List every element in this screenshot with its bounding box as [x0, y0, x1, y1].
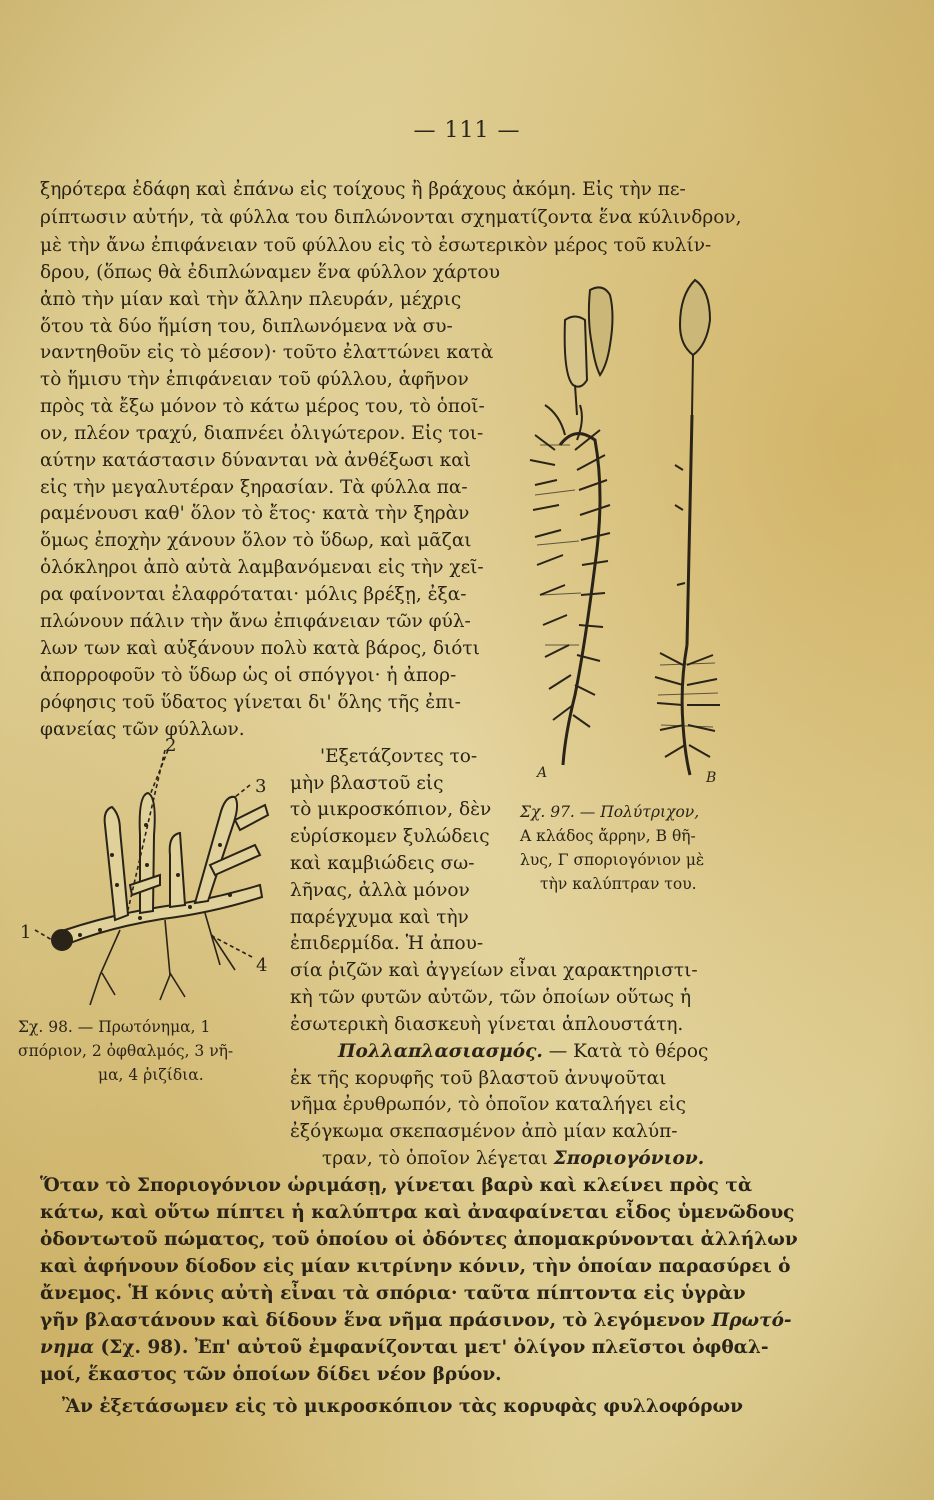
text-span: γῆν βλαστάνουν καὶ δίδουν ἕνα νῆμα πράσινον, τὸ λεγόμενον: [40, 1310, 706, 1331]
text-line: ἐξόγκωμα σκεπασμένον ἀπὸ μίαν καλύπ-: [290, 1121, 678, 1142]
caption-line: τὴν καλύπτραν του.: [540, 875, 697, 893]
text-line: εἰς τὴν μεγαλυτέραν ξηρασίαν. Τὰ φύλλα πα-: [40, 477, 468, 498]
figure-97-label-b: B: [706, 770, 717, 786]
text-line: ἀπορροφοῦν τὸ ὕδωρ ὡς οἱ σπόγγοι· ἡ ἀπορ-: [40, 665, 457, 686]
text-line: φανείας τῶν φύλλων.: [40, 719, 245, 740]
figure-98-label-1: 1: [20, 922, 32, 943]
figure-97-caption: [520, 800, 750, 896]
text-line: καὶ ἀφήνουν δίοδον εἰς μίαν κιτρίνην κόνιν, τὴν ὁποίαν παρασύρει ὁ: [40, 1256, 791, 1277]
figure-98-label-2: 2: [165, 735, 177, 756]
text-line: εὑρίσκομεν ξυλώδεις: [290, 826, 490, 847]
text-line: ρα φαίνονται ἐλαφρόταται· μόλις βρέξῃ, ἐξα-: [40, 584, 467, 605]
text-line: παρέγχυμα καὶ τὴν: [290, 907, 469, 928]
caption-line: Σχ. 97. — Πολύτριχον,: [520, 803, 700, 821]
text-line: ὅμως ἐποχὴν χάνουν ὅλον τὸ ὕδωρ, καὶ μᾶζαι: [40, 530, 472, 551]
text-line: αύτην κατάστασιν δύνανται νὰ ἀνθέξωσι καὶ: [40, 450, 471, 471]
text-span: (Σχ. 98). Ἐπ' αὐτοῦ ἐμφανίζονται μετ' ὀλίγον πλεῖστοι ὀφθαλ-: [100, 1337, 769, 1358]
text-line: [322, 1147, 704, 1171]
text-line: τὸ μικροσκόπιον, δὲν: [290, 799, 492, 820]
text-line: ξηρότερα ἐδάφη καὶ ἐπάνω εἰς τοίχους ἢ βράχους ἀκόμη. Εἰς τὴν πε-: [40, 179, 686, 200]
text-line: ὀδοντωτοῦ πώματος, τοῦ ὁποίου οἱ ὀδόντες ἀπομακρύνονται ἀλλήλων: [40, 1229, 798, 1250]
caption-line: σπόριον, 2 ὀφθαλμός, 3 νῆ-: [18, 1042, 234, 1060]
term-protonema: Πρωτό-: [711, 1310, 792, 1331]
text-line: μοί, ἕκαστος τῶν ὁποίων δίδει νέον βρύον.: [40, 1364, 502, 1385]
page-number: — 111 —: [413, 118, 521, 143]
term-protonema-end: νημα: [40, 1337, 95, 1358]
text-line: Ἂν ἐξετάσωμεν εἰς τὸ μικροσκόπιον τὰς κορυφὰς φυλλοφόρων: [62, 1396, 744, 1417]
figure-98-label-3: 3: [255, 776, 267, 797]
text-line: [40, 1336, 769, 1360]
section-heading: Πολλαπλασιασμός.: [338, 1041, 543, 1062]
section-heading-line: [338, 1040, 708, 1064]
text-line: ἐκ τῆς κορυφῆς τοῦ βλαστοῦ ἀνυψοῦται: [290, 1068, 667, 1089]
text-line: μὲ τὴν ἄνω ἐπιφάνειαν τοῦ φύλλου εἰς τὸ ἐσωτερικὸν μέρος τοῦ κυλίν-: [40, 235, 712, 256]
figure-98-illustration: [20, 735, 280, 1010]
figure-98-label-4: 4: [256, 955, 268, 976]
text-line: τὸ ἥμισυ τὴν ἐπιφάνειαν τοῦ φύλλου, ἀφῆνον: [40, 369, 469, 390]
text-line: καὶ καμβιώδεις σω-: [290, 853, 475, 874]
text-line: λων των καὶ αὐξάνουν πολὺ κατὰ βάρος, διότι: [40, 638, 480, 659]
text-line: πλώνουν πάλιν τὴν ἄνω ἐπιφάνειαν τῶν φύλ-: [40, 611, 471, 632]
figure-97-label-a: A: [537, 765, 548, 781]
text-line: ἄνεμος. Ἡ κόνις αὐτὴ εἶναι τὰ σπόρια· ταῦτα πίπτοντα εἰς ὑγρὰν: [40, 1283, 746, 1304]
figure-98-caption: [18, 1015, 278, 1087]
text-line: λῆνας, ἀλλὰ μόνον: [290, 880, 470, 901]
text-line: κὴ τῶν φυτῶν αὐτῶν, τῶν ὁποίων οὕτως ἡ: [290, 987, 692, 1008]
text-line: ρίπτωσιν αὐτήν, τὰ φύλλα του διπλώνονται σχηματίζοντα ἕνα κύλινδρον,: [40, 207, 742, 228]
text-line: ραμένουσι καθ' ὅλον τὸ ἔτος· κατὰ τὴν ξηρὰν: [40, 503, 470, 524]
text-line: δρου, (ὅπως θὰ ἐδιπλώναμεν ἕνα φύλλον χάρτου: [40, 262, 500, 283]
text-line: μὴν βλαστοῦ εἰς: [290, 773, 444, 794]
text-line: ὁλόκληροι ἀπὸ αὐτὰ λαμβανόμεναι εἰς τὴν χεῖ-: [40, 557, 484, 578]
caption-line: μα, 4 ῥιζίδια.: [98, 1066, 204, 1084]
caption-line: Σχ. 98. — Πρωτόνημα, 1: [18, 1018, 211, 1036]
caption-line: λυς, Γ σποριογόνιον μὲ: [520, 851, 705, 869]
text-line: πρὸς τὰ ἔξω μόνον τὸ κάτω μέρος του, τὸ ὁποῖ-: [40, 396, 485, 417]
text-span: τραν, τὸ ὁποῖον λέγεται: [322, 1148, 548, 1169]
text-line: ἀπὸ τὴν μίαν καὶ τὴν ἄλλην πλευράν, μέχρις: [40, 289, 462, 310]
text-line: 'Εξετάζοντες το-: [320, 746, 478, 767]
text-line: [40, 1309, 792, 1333]
text-line: ἐσωτερικὴ διασκευὴ γίνεται ἁπλουστάτη.: [290, 1014, 684, 1035]
figure-97-illustration: [515, 265, 755, 785]
text-line: ον, πλέον τραχύ, διαπνέει ὀλιγώτερον. Εἰς τοι-: [40, 423, 484, 444]
text-line: ὅτου τὰ δύο ἥμίση του, διπλωνόμενα νὰ συ-: [40, 316, 453, 337]
text-line: σία ῥιζῶν καὶ ἀγγείων εἶναι χαρακτηριστι-: [290, 960, 698, 981]
text-line: Ὅταν τὸ Σποριογόνιον ὡριμάσῃ, γίνεται βαρὺ καὶ κλείνει πρὸς τὰ: [40, 1175, 753, 1196]
text-line: ναντηθοῦν εἰς τὸ μέσον)· τοῦτο ἐλαττώνει κατὰ: [40, 342, 494, 363]
text-line: ρόφησις τοῦ ὕδατος γίνεται δι' ὅλης τῆς ἐπι-: [40, 692, 461, 713]
text-line: νῆμα ἐρυθρωπόν, τὸ ὁποῖον καταλήγει εἰς: [290, 1094, 686, 1115]
text-line: ἐπιδερμίδα. Ἡ ἀπου-: [290, 933, 484, 954]
text-line: κάτω, καὶ οὕτω πίπτει ἡ καλύπτρα καὶ ἀναφαίνεται εἶδος ὑμενῶδους: [40, 1202, 795, 1223]
caption-line: Α κλάδος ἄρρην, Β θῆ-: [520, 827, 696, 845]
section-heading-rest: — Κατὰ τὸ θέρος: [548, 1041, 709, 1062]
term-sporogonio: Σποριογόνιον.: [553, 1148, 705, 1169]
